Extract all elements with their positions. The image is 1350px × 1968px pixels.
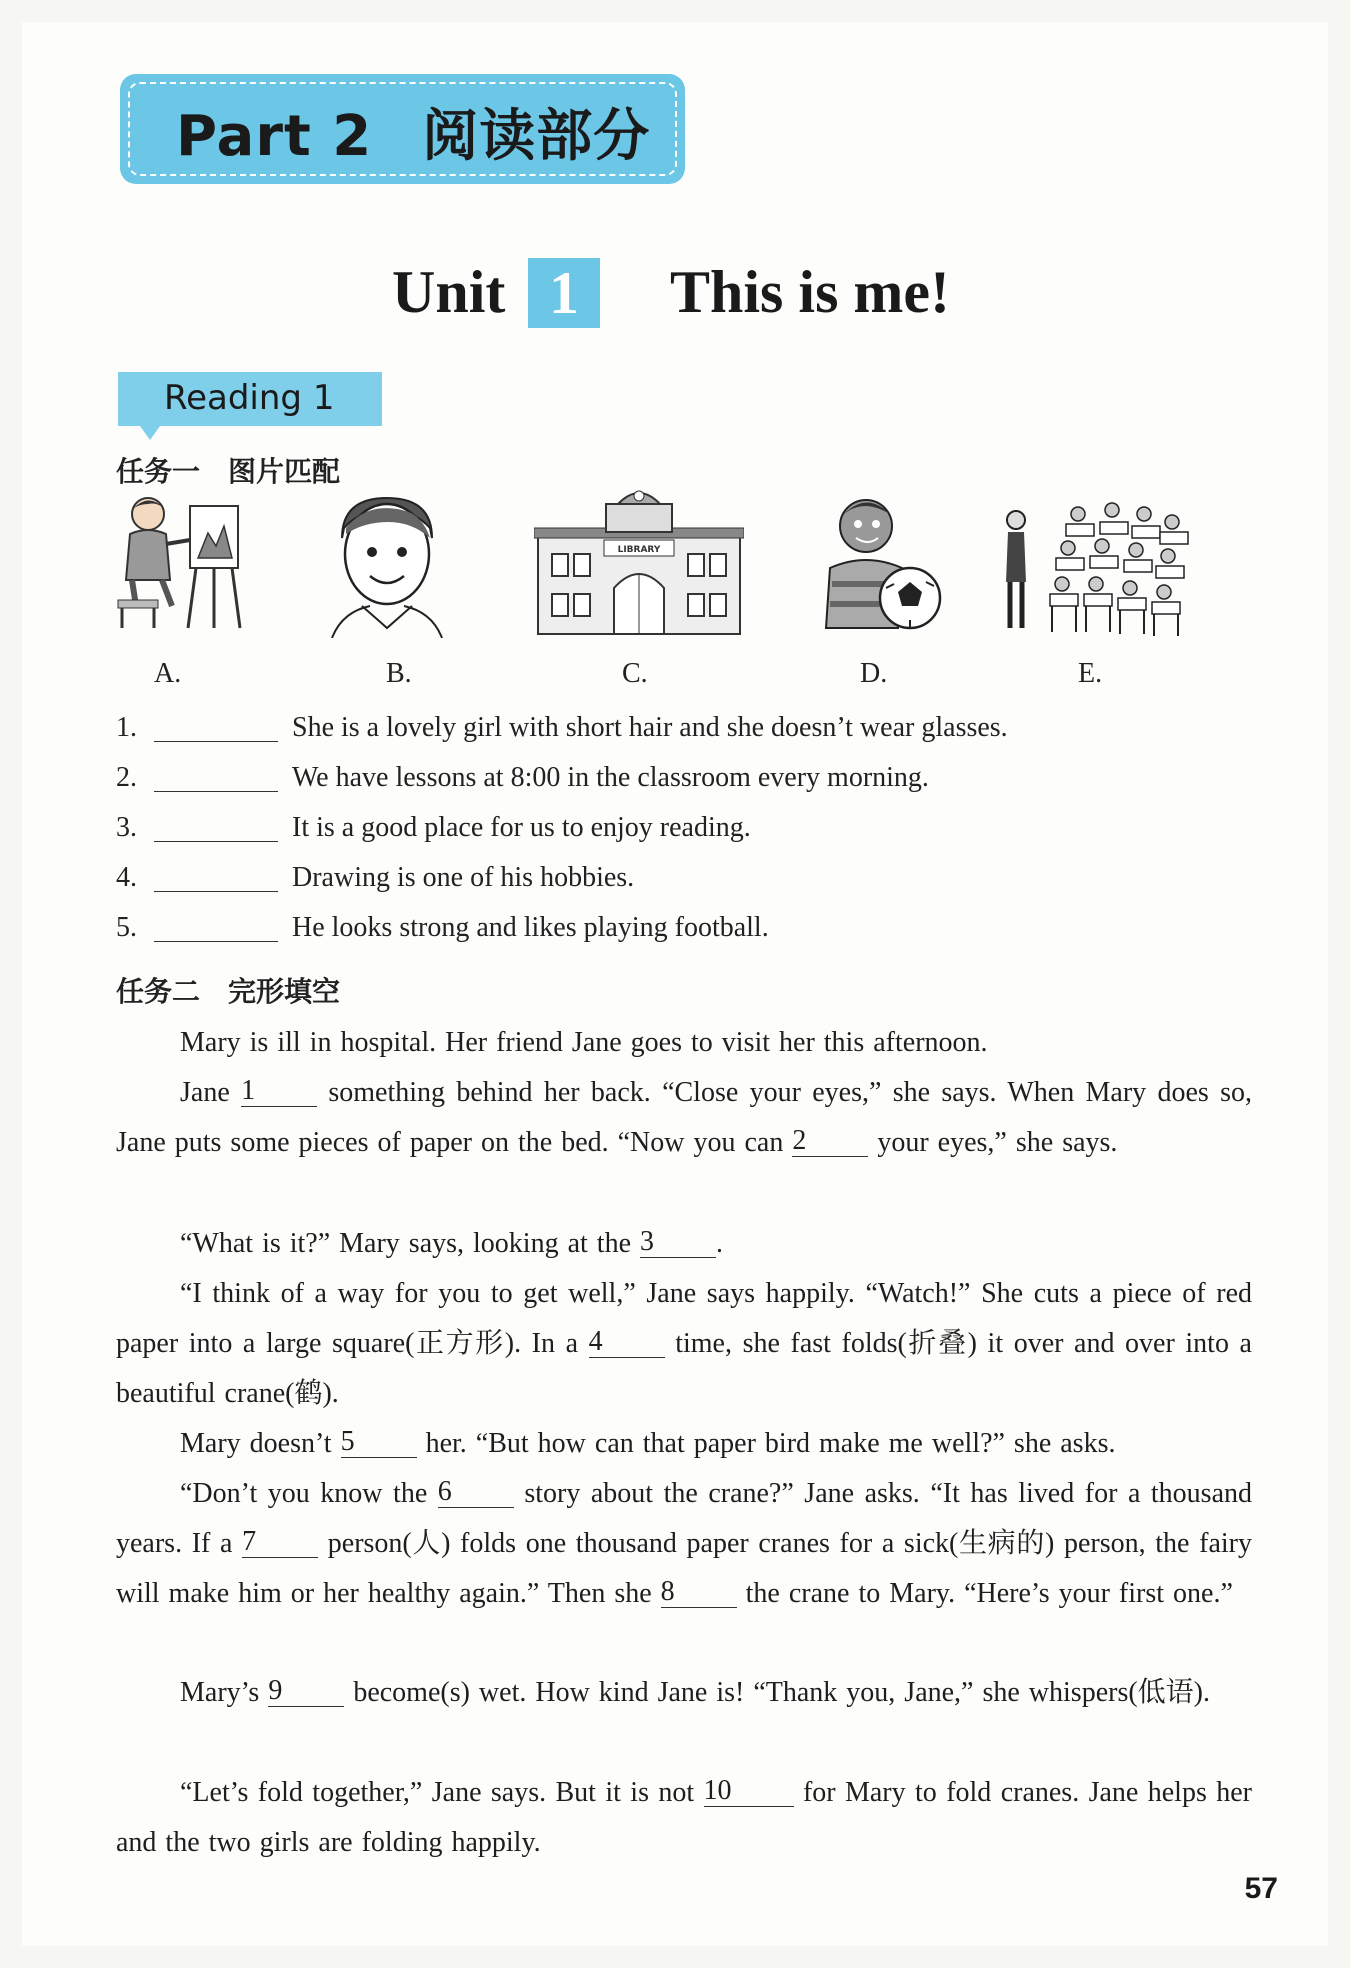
picture-label-c: C. [622,658,648,689]
part-title-cn: 阅读部分 [422,104,651,169]
part-banner [120,74,685,184]
passage-paragraph-7: Mary’s 9 become(s) wet. How kind Jane is! “Thank you, Jane,” she whispers(低语). [180,1675,1210,1708]
boy-painting-icon [108,488,258,638]
passage-paragraph-4: “I think of a way for you to get well,” Jane says happily. “Watch!” She cuts a piece of red paper into a large square(正方形). In a 4 time, she fast folds(折叠) it over and over into a beautiful crane(鹤). [116,1278,1252,1410]
cloze-blank-6[interactable]: 6 [438,1477,514,1508]
task2-heading: 任务二 完形填空 [116,975,341,1008]
picture-label-a: A. [154,658,182,689]
passage-paragraph-1: Mary is ill in hospital. Her friend Jane goes to visit her this afternoon. [180,1027,988,1058]
picture-label-b: B. [386,658,412,689]
passage-paragraph-2: Jane 1 something behind her back. “Close your eyes,” she says. When Mary does so, Jane puts some pieces of paper on the bed. “Now you can 2 your eyes,” she says. [116,1075,1252,1159]
match-item-text: We have lessons at 8:00 in the classroom every morning. [292,762,929,793]
page-number: 57 [1244,1872,1278,1905]
task1-heading: 任务一 图片匹配 [116,455,341,488]
match-item-4 [116,862,634,894]
match-item-5 [116,912,769,944]
cloze-blank-5[interactable]: 5 [341,1427,417,1458]
match-item-number: 5. [116,912,137,943]
match-item-number: 2. [116,762,137,793]
answer-blank-3[interactable] [154,813,278,842]
passage-paragraph-3: “What is it?” Mary says, looking at the 3 . [180,1226,723,1259]
picture-label-d: D. [860,658,888,689]
boy-with-football-icon [806,488,956,638]
passage-paragraph-5: Mary doesn’t 5 her. “But how can that paper bird make me well?” she asks. [180,1426,1116,1459]
classroom-lesson-icon [992,492,1202,638]
part-title [176,92,650,172]
library-sign: LIBRARY [617,545,661,555]
unit-title: This is me! [670,259,951,325]
cloze-blank-1[interactable]: 1 [241,1076,317,1107]
cloze-blank-3[interactable]: 3 [640,1227,716,1258]
answer-blank-4[interactable] [154,863,278,892]
part-label: Part 2 [176,104,373,169]
answer-blank-5[interactable] [154,913,278,942]
passage-paragraph-6: “Don’t you know the 6 story about the crane?” Jane asks. “It has lived for a thousand years. If a 7 person(人) folds one thousand paper cranes for a sick(生病的) person, the fairy will make him or her healthy again.” Then she 8 the crane to Mary. “Here’s your first one.” [116,1476,1252,1610]
answer-blank-2[interactable] [154,763,278,792]
unit-word: Unit [392,259,506,325]
cloze-blank-8[interactable]: 8 [661,1577,737,1608]
cloze-blank-4[interactable]: 4 [589,1327,665,1358]
cloze-blank-2[interactable]: 2 [792,1126,868,1157]
cloze-blank-10[interactable]: 10 [704,1776,794,1807]
match-item-text: She is a lovely girl with short hair and she doesn’t wear glasses. [292,712,1008,743]
match-item-3 [116,812,751,844]
picture-label-e: E. [1078,658,1103,689]
cloze-blank-9[interactable]: 9 [268,1676,344,1707]
match-item-text: It is a good place for us to enjoy reading. [292,812,751,843]
match-item-text: He looks strong and likes playing football. [292,912,769,943]
match-item-1 [116,712,1008,744]
passage-paragraph-8: “Let’s fold together,” Jane says. But it is not 10 for Mary to fold cranes. Jane helps her and the two girls are folding happily. [116,1775,1252,1859]
answer-blank-1[interactable] [154,713,278,742]
reading-tag [118,372,382,426]
cloze-blank-7[interactable]: 7 [242,1527,318,1558]
match-item-text: Drawing is one of his hobbies. [292,862,635,893]
textbook-page [22,22,1328,1946]
smiling-boy-icon [312,488,462,638]
match-item-2 [116,762,929,794]
library-building-icon [534,484,744,640]
unit-number-badge: 1 [528,258,600,328]
match-item-number: 4. [116,862,137,893]
match-item-number: 3. [116,812,137,843]
reading-label: Reading 1 [164,378,335,418]
match-item-number: 1. [116,712,137,743]
